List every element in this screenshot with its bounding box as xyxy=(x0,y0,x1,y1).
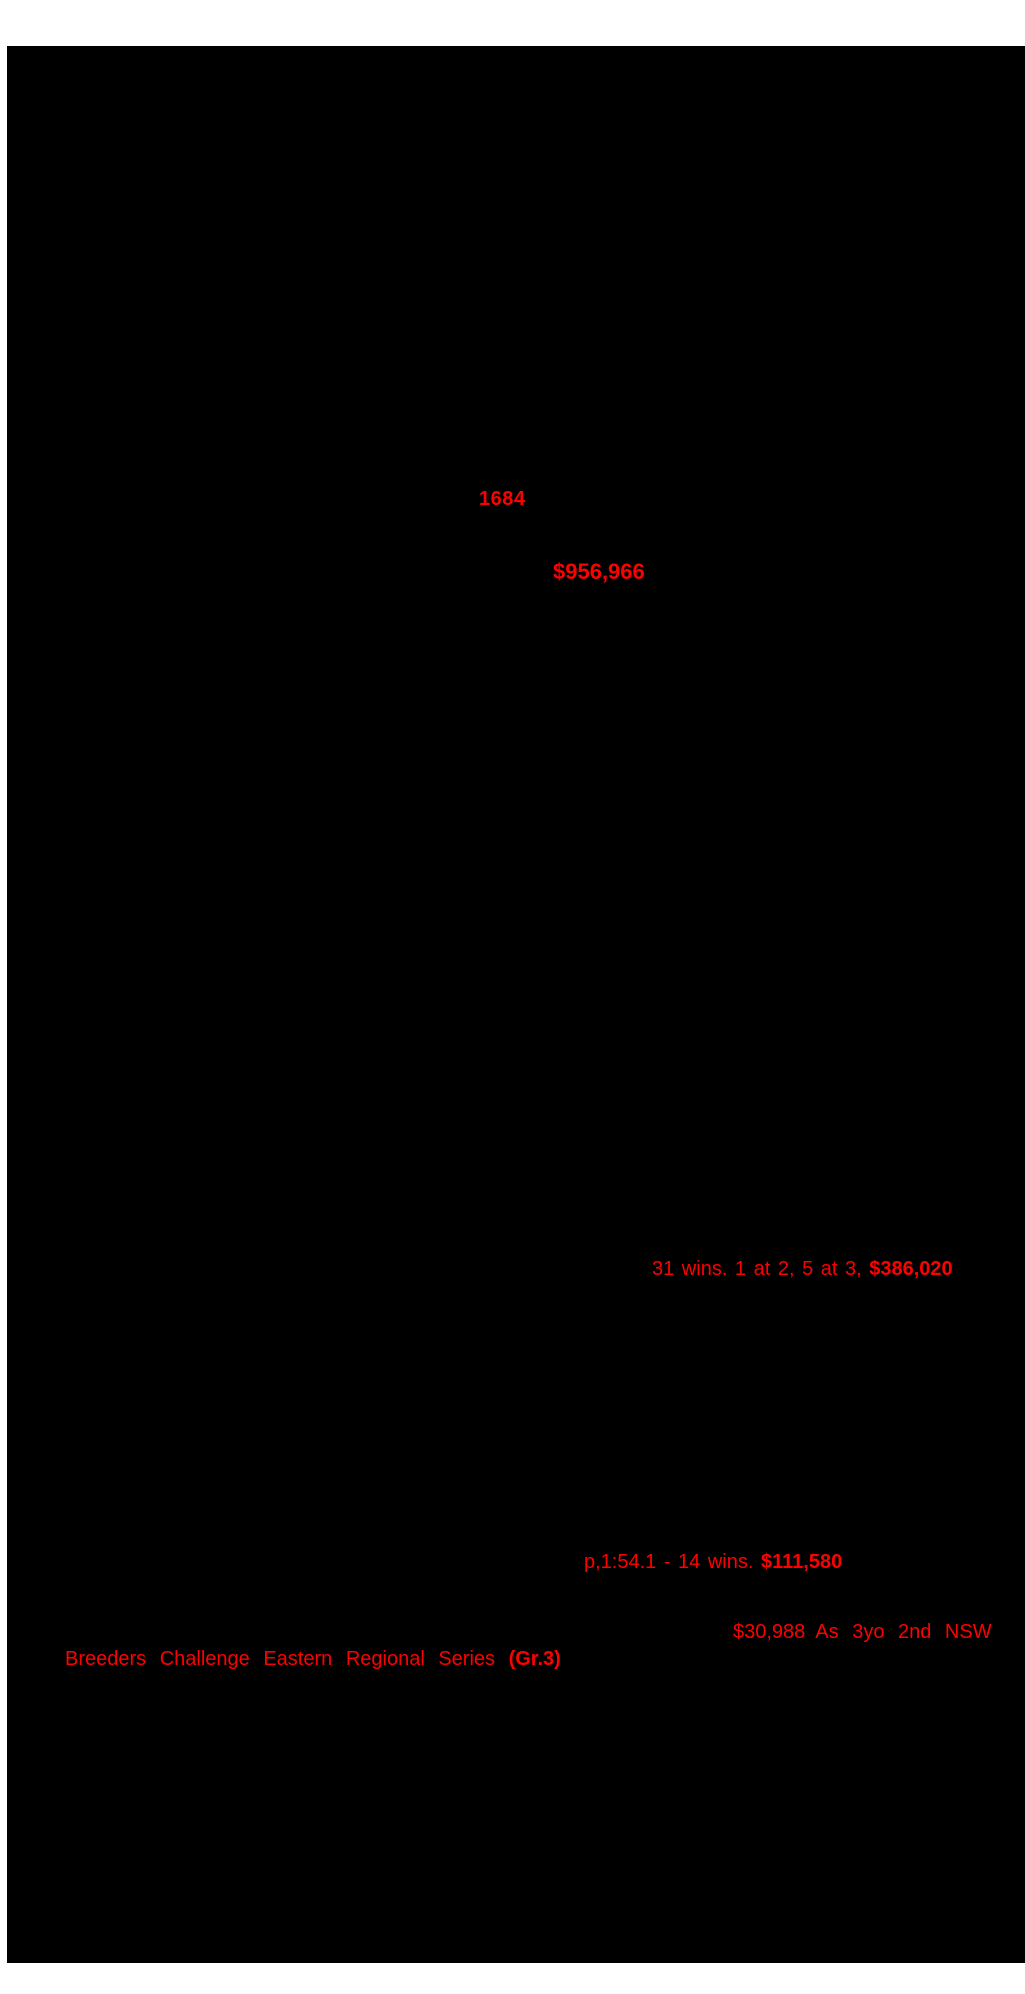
race-record-text: 31 wins. 1 at 2, 5 at 3, xyxy=(652,1258,870,1280)
race-record-earnings: $386,020 xyxy=(869,1258,953,1280)
performance-line xyxy=(733,1621,992,1644)
race-title-grade: (Gr.3) xyxy=(508,1648,561,1670)
race-record-line xyxy=(584,1551,842,1574)
race-record-text: p,1:54.1 - 14 wins. xyxy=(584,1551,761,1573)
race-record-line xyxy=(652,1258,953,1281)
lot-number: 1684 xyxy=(479,488,526,510)
total-earnings: $956,966 xyxy=(553,559,645,584)
race-title xyxy=(65,1648,561,1671)
race-title-name: Breeders Challenge Eastern Regional Series xyxy=(65,1648,509,1670)
document-page-panel xyxy=(7,46,1025,1963)
race-record-earnings: $111,580 xyxy=(760,1551,843,1573)
performance-earnings: $30,988 xyxy=(733,1621,806,1643)
performance-placing: As 3yo 2nd NSW xyxy=(815,1621,992,1643)
